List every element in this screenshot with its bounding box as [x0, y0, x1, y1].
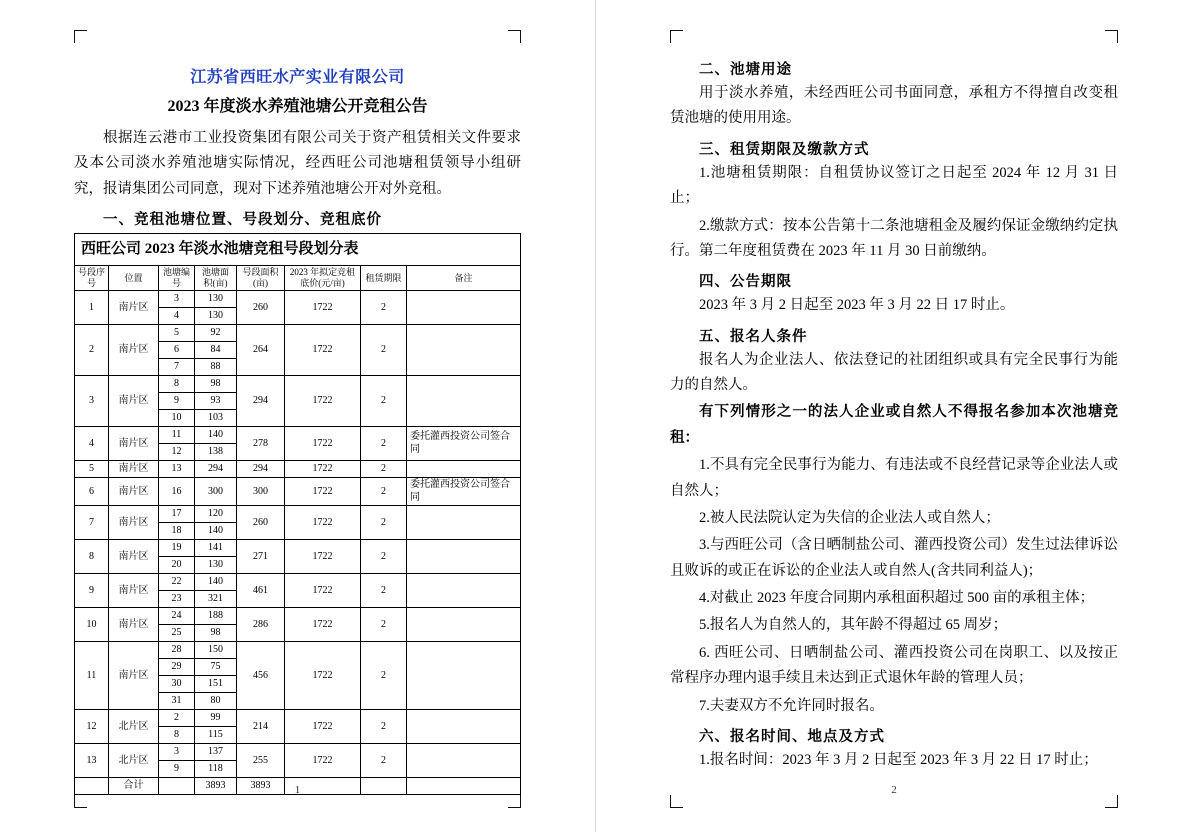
cell-location: 北片区 — [109, 710, 159, 744]
section-heading: 五、报名人条件 — [699, 328, 808, 345]
cell-pond-area: 120 — [195, 506, 237, 523]
cell-total-pond-area: 3893 — [195, 778, 237, 795]
cell-term: 2 — [361, 642, 407, 710]
cell-segment-area: 300 — [237, 478, 285, 506]
cell-price: 1722 — [285, 540, 361, 574]
cell-pond-area: 150 — [195, 642, 237, 659]
cell-pond-area: 140 — [195, 523, 237, 540]
cell-pond-area: 84 — [195, 342, 237, 359]
section-heading: 三、租赁期限及缴款方式 — [699, 141, 870, 158]
cell-term: 2 — [361, 608, 407, 642]
table-row — [75, 478, 521, 506]
cell-price: 1722 — [285, 506, 361, 540]
cell-price: 1722 — [285, 461, 361, 478]
cell-location: 北片区 — [109, 744, 159, 778]
cell-pond-area: 321 — [195, 591, 237, 608]
cell-seq: 8 — [75, 540, 109, 574]
table-header-cell: 2023 年拟定竞租底价(元/亩) — [285, 265, 361, 291]
cell-location: 南片区 — [109, 540, 159, 574]
cell-pond-area: 188 — [195, 608, 237, 625]
cell-segment-area: 260 — [237, 291, 285, 325]
table-row — [75, 291, 521, 308]
paragraph: 1.报名时间：2023 年 3 月 2 日起至 2023 年 3 月 22 日 17 时止； — [699, 751, 1098, 768]
paragraph: 2.缴款方式：按本公告第十二条池塘租金及履约保证金缴纳约定执行。第二年度租赁费在 2023 年 11 月 30 日前缴纳。 — [670, 217, 1118, 259]
table-caption-row — [75, 234, 521, 266]
cell-note: 委托灌西投资公司签合同 — [407, 427, 521, 461]
paragraph: 7.夫妻双方不允许同时报名。 — [699, 697, 884, 714]
section-heading-one: 一、竞租池塘位置、号段划分、竞租底价 — [103, 212, 382, 229]
cell-term: 2 — [361, 325, 407, 376]
paragraph: 报名人为企业法人、依法登记的社团组织或具有完全民事行为能力的自然人。 — [670, 351, 1118, 393]
cell-pond-no: 13 — [159, 461, 195, 478]
cell-pond-area: 300 — [195, 478, 237, 506]
cell-location: 南片区 — [109, 506, 159, 540]
cell-price: 1722 — [285, 376, 361, 427]
cell-price: 1722 — [285, 478, 361, 506]
cell-pond-area: 99 — [195, 710, 237, 727]
cell-pond-area: 115 — [195, 727, 237, 744]
table-row — [75, 461, 521, 478]
paragraph: 5.报名人为自然人的，其年龄不得超过 65 周岁； — [699, 617, 1008, 634]
cell-pond-area: 88 — [195, 359, 237, 376]
bid-table-wrap — [74, 233, 521, 795]
cell-seq: 9 — [75, 574, 109, 608]
cell-pond-area: 80 — [195, 693, 237, 710]
cell-segment-area: 461 — [237, 574, 285, 608]
cell-note — [407, 744, 521, 778]
crop-mark-bottom-left — [74, 795, 87, 808]
cell-pond-area: 137 — [195, 744, 237, 761]
cell-location: 南片区 — [109, 461, 159, 478]
cell-pond-no: 11 — [159, 427, 195, 444]
cell-segment-area: 260 — [237, 506, 285, 540]
table-row — [75, 325, 521, 342]
paragraph: 1.池塘租赁期限：自租赁协议签订之日起至 2024 年 12 月 31 日止； — [670, 164, 1118, 207]
table-header-cell: 池塘面积(亩) — [195, 265, 237, 291]
cell-pond-no: 9 — [159, 393, 195, 410]
cell-note — [407, 540, 521, 574]
cell-price: 1722 — [285, 574, 361, 608]
cell-pond-no: 6 — [159, 342, 195, 359]
page-1-content — [74, 52, 521, 792]
section-heading: 六、报名时间、地点及方式 — [699, 728, 885, 745]
cell-pond-no: 7 — [159, 359, 195, 376]
cell-location: 南片区 — [109, 642, 159, 710]
cell-price: 1722 — [285, 608, 361, 642]
cell-pond-area: 130 — [195, 557, 237, 574]
cell-note — [407, 710, 521, 744]
company-title: 江苏省西旺水产实业有限公司 — [190, 69, 405, 86]
cell-term: 2 — [361, 574, 407, 608]
cell-term: 2 — [361, 291, 407, 325]
cell-pond-area: 130 — [195, 308, 237, 325]
cell-total-segment-area: 3893 — [237, 778, 285, 795]
cell-seq: 10 — [75, 608, 109, 642]
cell-term: 2 — [361, 461, 407, 478]
cell-pond-area: 140 — [195, 427, 237, 444]
paragraph: 6. 西旺公司、日晒制盐公司、灌西投资公司在岗职工、以及按正常程序办理内退手续且未达到正式退休年龄的管理人员； — [670, 644, 1118, 687]
cell-segment-area: 278 — [237, 427, 285, 461]
cell-pond-area: 138 — [195, 444, 237, 461]
cell-segment-area: 456 — [237, 642, 285, 710]
cell-pond-no: 9 — [159, 761, 195, 778]
table-row — [75, 574, 521, 591]
page-2-content — [670, 52, 1118, 772]
cell-pond-no: 16 — [159, 478, 195, 506]
cell-note — [407, 506, 521, 540]
cell-price: 1722 — [285, 744, 361, 778]
cell-pond-no: 3 — [159, 744, 195, 761]
table-header-cell: 号段面积(亩) — [237, 265, 285, 291]
cell-term: 2 — [361, 427, 407, 461]
cell-note — [407, 291, 521, 325]
table-row — [75, 540, 521, 557]
table-header-cell: 位置 — [109, 265, 159, 291]
table-header-cell: 备注 — [407, 265, 521, 291]
cell-segment-area: 271 — [237, 540, 285, 574]
cell-term: 2 — [361, 540, 407, 574]
cell-total-label: 合计 — [109, 778, 159, 795]
cell-term: 2 — [361, 710, 407, 744]
crop-mark-top-left — [74, 30, 87, 43]
crop-mark-top-left — [670, 30, 683, 43]
cell-pond-area: 140 — [195, 574, 237, 591]
cell-pond-area: 130 — [195, 291, 237, 308]
cell-location: 南片区 — [109, 291, 159, 325]
cell-pond-no: 20 — [159, 557, 195, 574]
paragraph: 2.被人民法院认定为失信的企业法人或自然人； — [699, 509, 1000, 526]
cell-pond-no: 29 — [159, 659, 195, 676]
cell-price: 1722 — [285, 291, 361, 325]
page-number-1: 1 — [294, 784, 301, 796]
table-row — [75, 710, 521, 727]
bid-table — [74, 233, 521, 795]
cell-seq: 11 — [75, 642, 109, 710]
crop-mark-top-right — [1105, 30, 1118, 43]
cell-term: 2 — [361, 506, 407, 540]
table-row — [75, 744, 521, 761]
table-row — [75, 427, 521, 444]
table-header-cell: 租赁期限 — [361, 265, 407, 291]
crop-mark-bottom-right — [1105, 795, 1118, 808]
cell-location: 南片区 — [109, 608, 159, 642]
cell-price: 1722 — [285, 642, 361, 710]
table-row — [75, 608, 521, 625]
table-header-cell: 池塘编号 — [159, 265, 195, 291]
cell-pond-area: 92 — [195, 325, 237, 342]
page-number-2: 2 — [891, 784, 897, 796]
paragraph: 1.不具有完全民事行为能力、有违法或不良经营记录等企业法人或自然人； — [670, 457, 1118, 499]
cell-segment-area: 294 — [237, 376, 285, 427]
cell-seq: 2 — [75, 325, 109, 376]
cell-term: 2 — [361, 744, 407, 778]
cell-pond-area: 98 — [195, 376, 237, 393]
cell-pond-no: 8 — [159, 727, 195, 744]
table-row — [75, 642, 521, 659]
cell-pond-area: 75 — [195, 659, 237, 676]
cell-pond-area: 103 — [195, 410, 237, 427]
cell-pond-no: 28 — [159, 642, 195, 659]
cell-pond-area: 141 — [195, 540, 237, 557]
cell-seq: 12 — [75, 710, 109, 744]
section-heading: 二、池塘用途 — [699, 62, 792, 78]
cell-note — [407, 574, 521, 608]
page-2 — [596, 0, 1192, 832]
cell-location: 南片区 — [109, 325, 159, 376]
cell-pond-no: 10 — [159, 410, 195, 427]
cell-term: 2 — [361, 478, 407, 506]
cell-pond-no: 30 — [159, 676, 195, 693]
cell-note — [407, 325, 521, 376]
cell-seq: 1 — [75, 291, 109, 325]
cell-note: 委托灌西投资公司签合同 — [407, 478, 521, 506]
cell-note — [407, 461, 521, 478]
cell-pond-no: 19 — [159, 540, 195, 557]
cell-pond-no: 4 — [159, 308, 195, 325]
cell-segment-area: 286 — [237, 608, 285, 642]
cell-segment-area: 255 — [237, 744, 285, 778]
cell-pond-no: 23 — [159, 591, 195, 608]
cell-note — [407, 608, 521, 642]
cell-price: 1722 — [285, 710, 361, 744]
cell-segment-area: 264 — [237, 325, 285, 376]
cell-segment-area: 214 — [237, 710, 285, 744]
section-heading: 四、公告期限 — [699, 274, 792, 291]
cell-pond-no: 18 — [159, 523, 195, 540]
cell-pond-area: 118 — [195, 761, 237, 778]
cell-pond-no: 8 — [159, 376, 195, 393]
cell-segment-area: 294 — [237, 461, 285, 478]
intro-paragraph: 根据连云港市工业投资集团有限公司关于资产租赁相关文件要求及本公司淡水养殖池塘实际情况，经西旺公司池塘租赁领导小组研究，报请集团公司同意，现对下述养殖池塘公开对外竞租。 — [74, 130, 521, 197]
cell-pond-area: 93 — [195, 393, 237, 410]
cell-seq: 13 — [75, 744, 109, 778]
paragraph: 2023 年 3 月 2 日起至 2023 年 3 月 22 日 17 时止。 — [699, 297, 1015, 314]
cell-pond-no: 31 — [159, 693, 195, 710]
cell-pond-no: 12 — [159, 444, 195, 461]
cell-pond-no: 3 — [159, 291, 195, 308]
cell-price: 1722 — [285, 325, 361, 376]
cell-term: 2 — [361, 376, 407, 427]
cell-seq: 5 — [75, 461, 109, 478]
table-header-row — [75, 265, 521, 291]
table-header-cell: 号段序号 — [75, 265, 109, 291]
cell-note — [407, 642, 521, 710]
cell-location: 南片区 — [109, 376, 159, 427]
paragraph: 用于淡水养殖，未经西旺公司书面同意，承租方不得擅自改变租赁池塘的使用用途。 — [670, 85, 1118, 127]
cell-price: 1722 — [285, 427, 361, 461]
cell-pond-no: 25 — [159, 625, 195, 642]
cell-pond-no: 22 — [159, 574, 195, 591]
cell-note — [407, 376, 521, 427]
table-caption: 西旺公司 2023 年淡水池塘竞租号段划分表 — [75, 234, 521, 266]
cell-pond-no: 2 — [159, 710, 195, 727]
paragraph: 3.与西旺公司（含日晒制盐公司、灌西投资公司）发生过法律诉讼且败诉的或正在诉讼的企业法人或自然人(含共同利益人)； — [670, 537, 1118, 579]
cell-location: 南片区 — [109, 574, 159, 608]
cell-pond-no: 17 — [159, 506, 195, 523]
paragraph: 4.对截止 2023 年度合同期内承租面积超过 500 亩的承租主体； — [699, 590, 1095, 606]
cell-seq: 7 — [75, 506, 109, 540]
cell-location: 南片区 — [109, 427, 159, 461]
table-row — [75, 376, 521, 393]
table-row — [75, 506, 521, 523]
section-subheading: 有下列情形之一的法人企业或自然人不得报名参加本次池塘竞租： — [670, 404, 1118, 446]
cell-seq: 6 — [75, 478, 109, 506]
cell-seq: 4 — [75, 427, 109, 461]
cell-location: 南片区 — [109, 478, 159, 506]
crop-mark-top-right — [508, 30, 521, 43]
cell-pond-area: 98 — [195, 625, 237, 642]
document-title: 2023 年度淡水养殖池塘公开竞租公告 — [167, 98, 428, 115]
cell-pond-area: 294 — [195, 461, 237, 478]
cell-seq: 3 — [75, 376, 109, 427]
crop-mark-bottom-left — [670, 795, 683, 808]
cell-pond-area: 151 — [195, 676, 237, 693]
crop-mark-bottom-right — [508, 795, 521, 808]
cell-pond-no: 5 — [159, 325, 195, 342]
cell-pond-no: 24 — [159, 608, 195, 625]
